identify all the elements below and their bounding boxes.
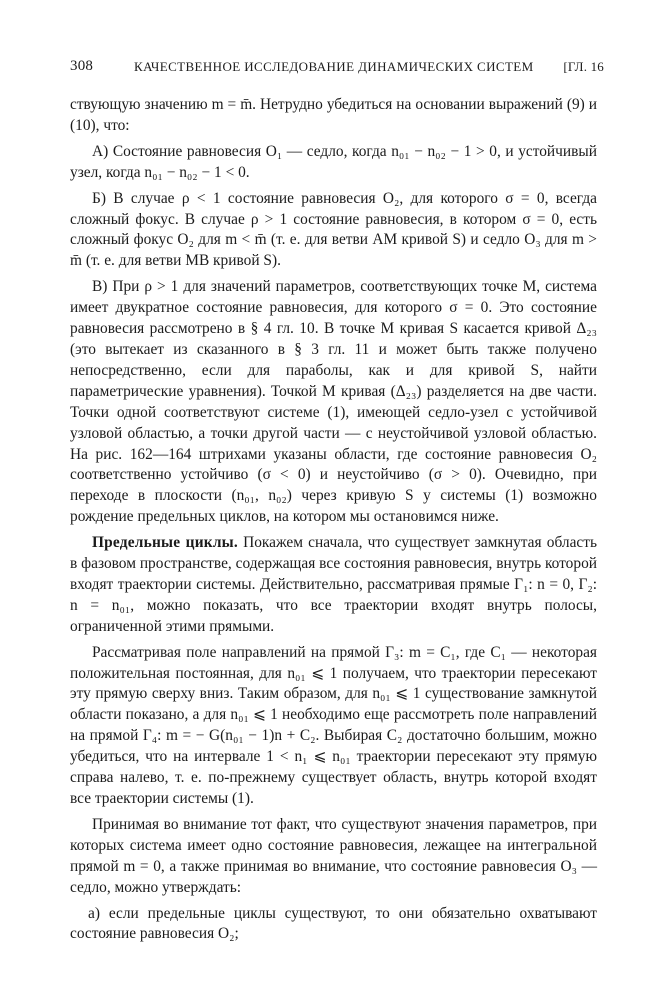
- paragraph-accepting: Принимая во внимание тот факт, что существуют значения параметров, при которых система имеет одно состояние равновесия, лежащее на интегральной прямой m = 0, а также принимая во внимание, что состояние равновесия O₃ — седло, можно утверждать:: [70, 815, 597, 896]
- limit-cycles-heading: Предельные циклы.: [92, 534, 238, 552]
- paragraph-intro: ствующую значению m = m̄. Нетрудно убедиться на основании выражений (9) и (10), что:: [70, 96, 597, 134]
- running-header: [62, 58, 604, 80]
- page-body: [70, 95, 597, 945]
- chapter-label: [ГЛ. 16: [563, 59, 604, 74]
- paragraph-direction-field: Рассматривая поле направлений на прямой Γ₃: m = C₁, где C₁ — некоторая положительная постоянная, для n₀₁ ⩽ 1 получаем, что траектории пересекают эту прямую сверху вниз. Таким образом, для n₀₁ ⩽ 1 существование замкнутой области показано, а для n₀₁ ⩽ 1 необходимо еще рассмотреть поле направлений на прямой Γ₄: m = − G(n₀₁ − 1)n + C₂. Выбирая C₂ достаточно большим, можно убедиться, что на интервале 1 < n₁ ⩽ n₀₁ траектории пересекают эту прямую справа налево, т. е. по-прежнему существует область, внутрь которой входят все траектории системы (1).: [70, 643, 597, 807]
- paragraph-case-b: Б) В случае ρ < 1 состояние равновесия O₂, для которого σ = 0, всегда сложный фокус. В случае ρ > 1 состояние равновесия, в котором σ = 0, есть сложный фокус O₂ для m < m̄ (т. е. для ветви AM кривой S) и седло O₃ для m > m̄ (т. е. для ветви MB кривой S).: [70, 189, 597, 270]
- limit-cycles-text: Покажем сначала, что существует замкнутая область в фазовом пространстве, содержащая все состояния равновесия, внутрь которой входят траектории системы. Действительно, рассматривая прямые Γ₁: n = 0, Γ₂: n = n₀₁, можно показать, что все траектории входят внутрь полосы, ограниченной этими прямыми.: [70, 534, 597, 635]
- paragraph-limit-cycles: [70, 533, 597, 638]
- list-item-a: а) если предельные циклы существуют, то они обязательно охватывают состояние равновесия O₂;: [70, 904, 597, 943]
- page-number: 308: [70, 58, 94, 74]
- paragraph-case-a: А) Состояние равновесия O₁ — седло, когда n₀₁ − n₀₂ − 1 > 0, и устойчивый узел, когда n₀₁ − n₀₂ − 1 < 0.: [70, 142, 597, 181]
- paragraph-case-c: В) При ρ > 1 для значений параметров, соответствующих точке M, система имеет двукратное состояние равновесия, для которого σ = 0. Это состояние равновесия рассмотрено в § 4 гл. 10. В точке M кривая S касается кривой Δ₂₃ (это вытекает из сказанного в § 3 гл. 11 и может быть также получено непосредственно, если для параболы, как и для кривой S, найти параметрические уравнения). Точкой M кривая (Δ₂₃) разделяется на две части. Точки одной соответствуют системе (1), имеющей седло-узел с устойчивой узловой областью, а точки другой части — с неустойчивой узловой областью. На рис. 162—164 штрихами указаны области, где состояние равновесия O₂ соответственно устойчиво (σ < 0) и неустойчиво (σ > 0). Очевидно, при переходе в плоскости (n₀₁, n₀₂) через кривую S у системы (1) возможно рождение предельных циклов, на котором мы остановимся ниже.: [70, 278, 597, 526]
- running-title: КАЧЕСТВЕННОЕ ИССЛЕДОВАНИЕ ДИНАМИЧЕСКИХ СИСТЕМ: [134, 59, 534, 74]
